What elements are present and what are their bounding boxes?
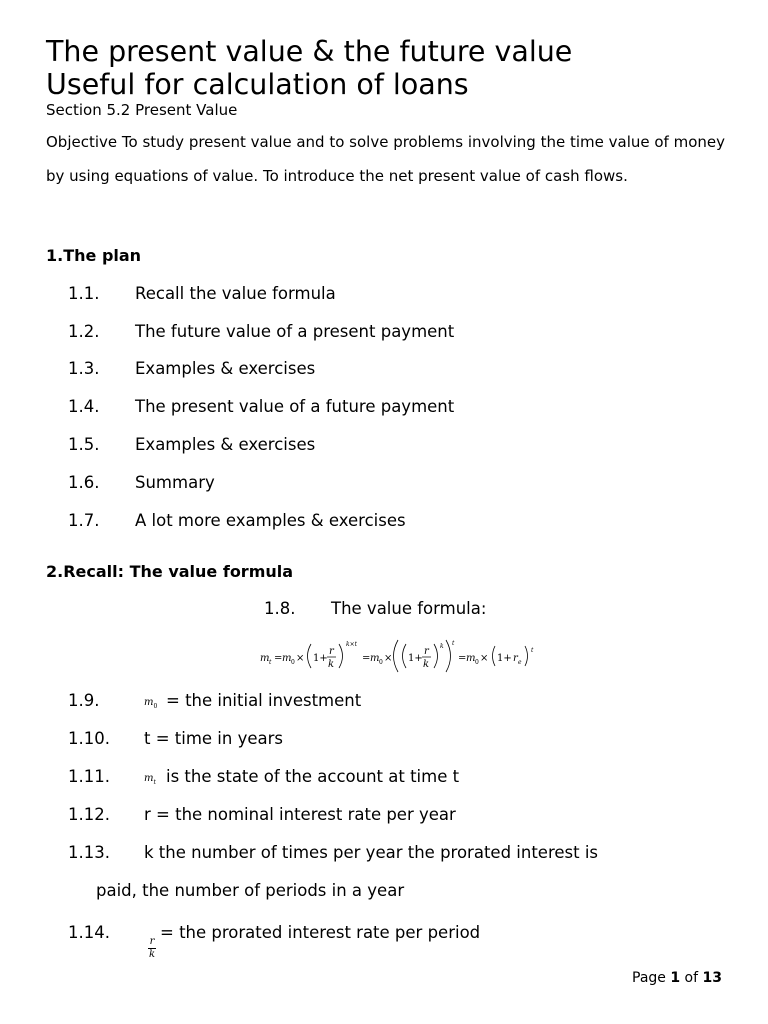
mt-symbol: $m_t$ (144, 773, 156, 786)
definition-item: 1.10. t = time in years (68, 729, 284, 748)
m0-symbol: $m_0$ (144, 697, 158, 710)
definition-item: 1.12. r = the nominal interest rate per year (68, 805, 456, 824)
svg-text:m: m (466, 653, 476, 664)
svg-text:k: k (423, 659, 430, 670)
svg-text:×: × (384, 653, 393, 664)
r-over-k-fraction: $\frac{r}{k}$ (148, 936, 156, 960)
definition-continuation: paid, the number of periods in a year (96, 881, 405, 900)
svg-text:=: = (458, 653, 467, 664)
svg-text:×: × (296, 653, 305, 664)
svg-text:m: m (260, 653, 270, 664)
definition-item: 1.13. k the number of times per year the prorated interest is (68, 843, 599, 862)
svg-text:t: t (269, 659, 272, 666)
svg-text:t: t (452, 640, 455, 647)
plan-item: 1.5. Examples & exercises (68, 435, 316, 454)
recall-heading: 2.Recall: The value formula (46, 562, 294, 581)
definition-item: 1.14. $\frac{r}{k}$ = the prorated interest rate per period (68, 923, 481, 960)
plan-item: 1.4. The present value of a future payment (68, 397, 455, 416)
svg-text:=: = (274, 653, 283, 664)
svg-text:0: 0 (379, 659, 383, 666)
definition-item: 1.11. $m_t$ is the state of the account at time t (68, 767, 460, 786)
svg-text:0: 0 (291, 659, 295, 666)
svg-text:1+: 1+ (313, 653, 328, 664)
svg-text:k: k (440, 643, 444, 650)
svg-text:0: 0 (475, 659, 479, 666)
svg-text:r: r (329, 646, 334, 657)
svg-text:1+: 1+ (497, 653, 512, 664)
plan-heading: 1.The plan (46, 246, 142, 265)
plan-item: 1.7. A lot more examples & exercises (68, 511, 406, 530)
svg-text:k×t: k×t (346, 641, 358, 648)
svg-text:1+: 1+ (408, 653, 423, 664)
page-footer: Page 1 of 13 (632, 970, 722, 986)
svg-text:r: r (424, 646, 429, 657)
formula-label: 1.8. The value formula: (264, 599, 487, 618)
svg-text:e: e (518, 659, 522, 666)
svg-text:t: t (531, 647, 534, 654)
definition-item: 1.9. $m_0$ = the initial investment (68, 691, 362, 710)
plan-item: 1.3. Examples & exercises (68, 359, 316, 378)
svg-text:=: = (362, 653, 371, 664)
plan-item: 1.6. Summary (68, 473, 215, 492)
value-formula-equation (258, 636, 568, 676)
svg-text:×: × (480, 653, 489, 664)
section-subtitle: Section 5.2 Present Value (46, 101, 238, 119)
svg-text:k: k (328, 659, 335, 670)
svg-text:m: m (282, 653, 292, 664)
plan-item: 1.1. Recall the value formula (68, 284, 336, 303)
plan-item: 1.2. The future value of a present payment (68, 322, 455, 341)
svg-text:m: m (370, 653, 380, 664)
title-line-1: The present value & the future value (46, 35, 573, 68)
objective-paragraph: Objective To study present value and to solve problems involving the time value of money by using equations of value. To introduce the net present value of cash flows. (46, 133, 725, 185)
title-line-2: Useful for calculation of loans (46, 68, 469, 101)
svg-text:r: r (513, 653, 518, 664)
